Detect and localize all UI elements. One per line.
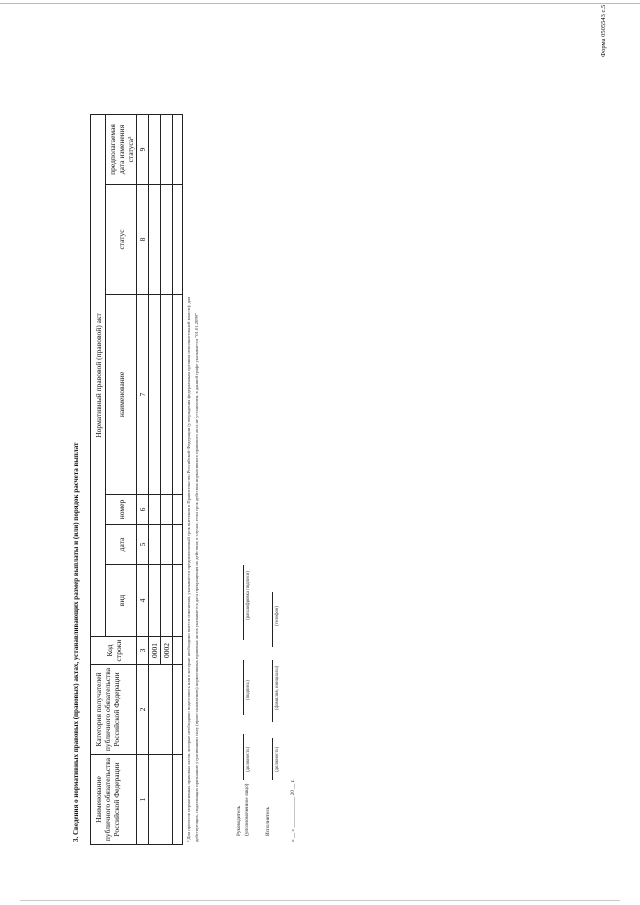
- legal-acts-table: [90, 114, 183, 845]
- cell-act-title[interactable]: [161, 295, 173, 495]
- cell-act-status[interactable]: [161, 185, 173, 295]
- cell-status-change-date[interactable]: [149, 114, 161, 184]
- column-number: 4: [137, 565, 149, 637]
- total-cell: [173, 665, 183, 755]
- cell-row-code: 0001: [149, 637, 161, 665]
- column-number: 6: [137, 495, 149, 525]
- header-act-title: наименование: [106, 295, 137, 495]
- column-number: 9: [137, 114, 149, 184]
- executor-phone-line[interactable]: [272, 592, 273, 647]
- footnote-line-2: действующих, подлежащих признанию утратившими силу (приостановлению) нормативных правовых актов указывается дата прекращения их действия; в случае, если срок действия нормативного правового акта не установлен, в данной графе указывается "01.01.2099": [194, 313, 199, 842]
- header-obligation-name: Наименование публичного обязательства Российской Федерации: [91, 755, 137, 845]
- total-cell: [173, 495, 183, 525]
- cell-act-kind[interactable]: [161, 565, 173, 637]
- cell-row-code: 0002: [161, 637, 173, 665]
- executor-phone-caption: (телефон): [275, 605, 280, 626]
- scan-edge-top: [0, 3, 640, 4]
- executor-name-caption: (фамилия, инициалы): [275, 665, 280, 710]
- header-act-status: статус: [106, 185, 137, 295]
- cell-recipient-category[interactable]: [149, 665, 173, 755]
- cell-act-kind[interactable]: [149, 565, 161, 637]
- header-status-change-date: предполагаемая дата изменения статуса³: [106, 114, 137, 184]
- table-total-row: [173, 114, 183, 844]
- head-position-line[interactable]: [243, 734, 244, 780]
- cell-obligation-name[interactable]: [149, 755, 173, 845]
- executor-label: Исполнитель: [265, 806, 271, 836]
- column-number: 2: [137, 665, 149, 755]
- total-cell: [173, 525, 183, 565]
- total-cell: [173, 565, 183, 637]
- cell-act-number[interactable]: [149, 495, 161, 525]
- scan-edge-bottom: [20, 900, 620, 901]
- head-position-caption: (должность): [246, 746, 251, 772]
- form-number: Форма 0505543 с.5: [600, 4, 607, 57]
- column-number: 5: [137, 525, 149, 565]
- header-row-code: Код строки: [91, 637, 137, 665]
- column-numbers-row: [137, 114, 149, 844]
- total-cell: [173, 295, 183, 495]
- cell-act-status[interactable]: [149, 185, 161, 295]
- executor-position-caption: (должность): [275, 746, 280, 772]
- header-act-number: номер: [106, 495, 137, 525]
- head-label: Руководитель: [236, 805, 242, 836]
- header-recipient-category: Категория получателей публичного обязательства Российской Федерации: [91, 665, 137, 755]
- header-legal-act: Нормативный правовой (правовой) акт: [91, 114, 106, 636]
- header-act-date: дата: [106, 525, 137, 565]
- cell-act-date[interactable]: [161, 525, 173, 565]
- column-number: 8: [137, 185, 149, 295]
- total-cell: [173, 637, 183, 665]
- executor-name-line[interactable]: [272, 660, 273, 722]
- head-label-sub: (уполномоченное лицо): [244, 783, 250, 836]
- column-number: 3: [137, 637, 149, 665]
- section-title: 3. Сведения о нормативных правовых (правовых) актах, устанавливающих размер выплаты и (или) порядок расчета выплат: [72, 442, 80, 842]
- head-decoding-line[interactable]: [243, 565, 244, 640]
- head-decoding-caption: (расшифровка подписи): [246, 571, 251, 620]
- cell-status-change-date[interactable]: [161, 114, 173, 184]
- footnote-line-1: ³ Для проектов нормативных правовых актов, которые необходимо подготовить или в которые необходимо внести изменения, указывается предполагаемый срок внесения в Правительство Российской Федерации (утверждения федеральным органом исполнительной власти); для: [186, 296, 191, 842]
- date-line[interactable]: « __ » ____________ 20 __ г.: [290, 779, 296, 842]
- table-row: [149, 114, 161, 844]
- cell-act-number[interactable]: [161, 495, 173, 525]
- header-act-kind: вид: [106, 565, 137, 637]
- cell-act-title[interactable]: [149, 295, 161, 495]
- total-cell: [173, 755, 183, 845]
- head-signature-line[interactable]: [243, 660, 244, 715]
- cell-act-date[interactable]: [149, 525, 161, 565]
- total-cell: [173, 114, 183, 184]
- column-number: 7: [137, 295, 149, 495]
- column-number: 1: [137, 755, 149, 845]
- head-signature-caption: (подпись): [246, 680, 251, 700]
- executor-position-line[interactable]: [272, 738, 273, 780]
- total-cell: [173, 185, 183, 295]
